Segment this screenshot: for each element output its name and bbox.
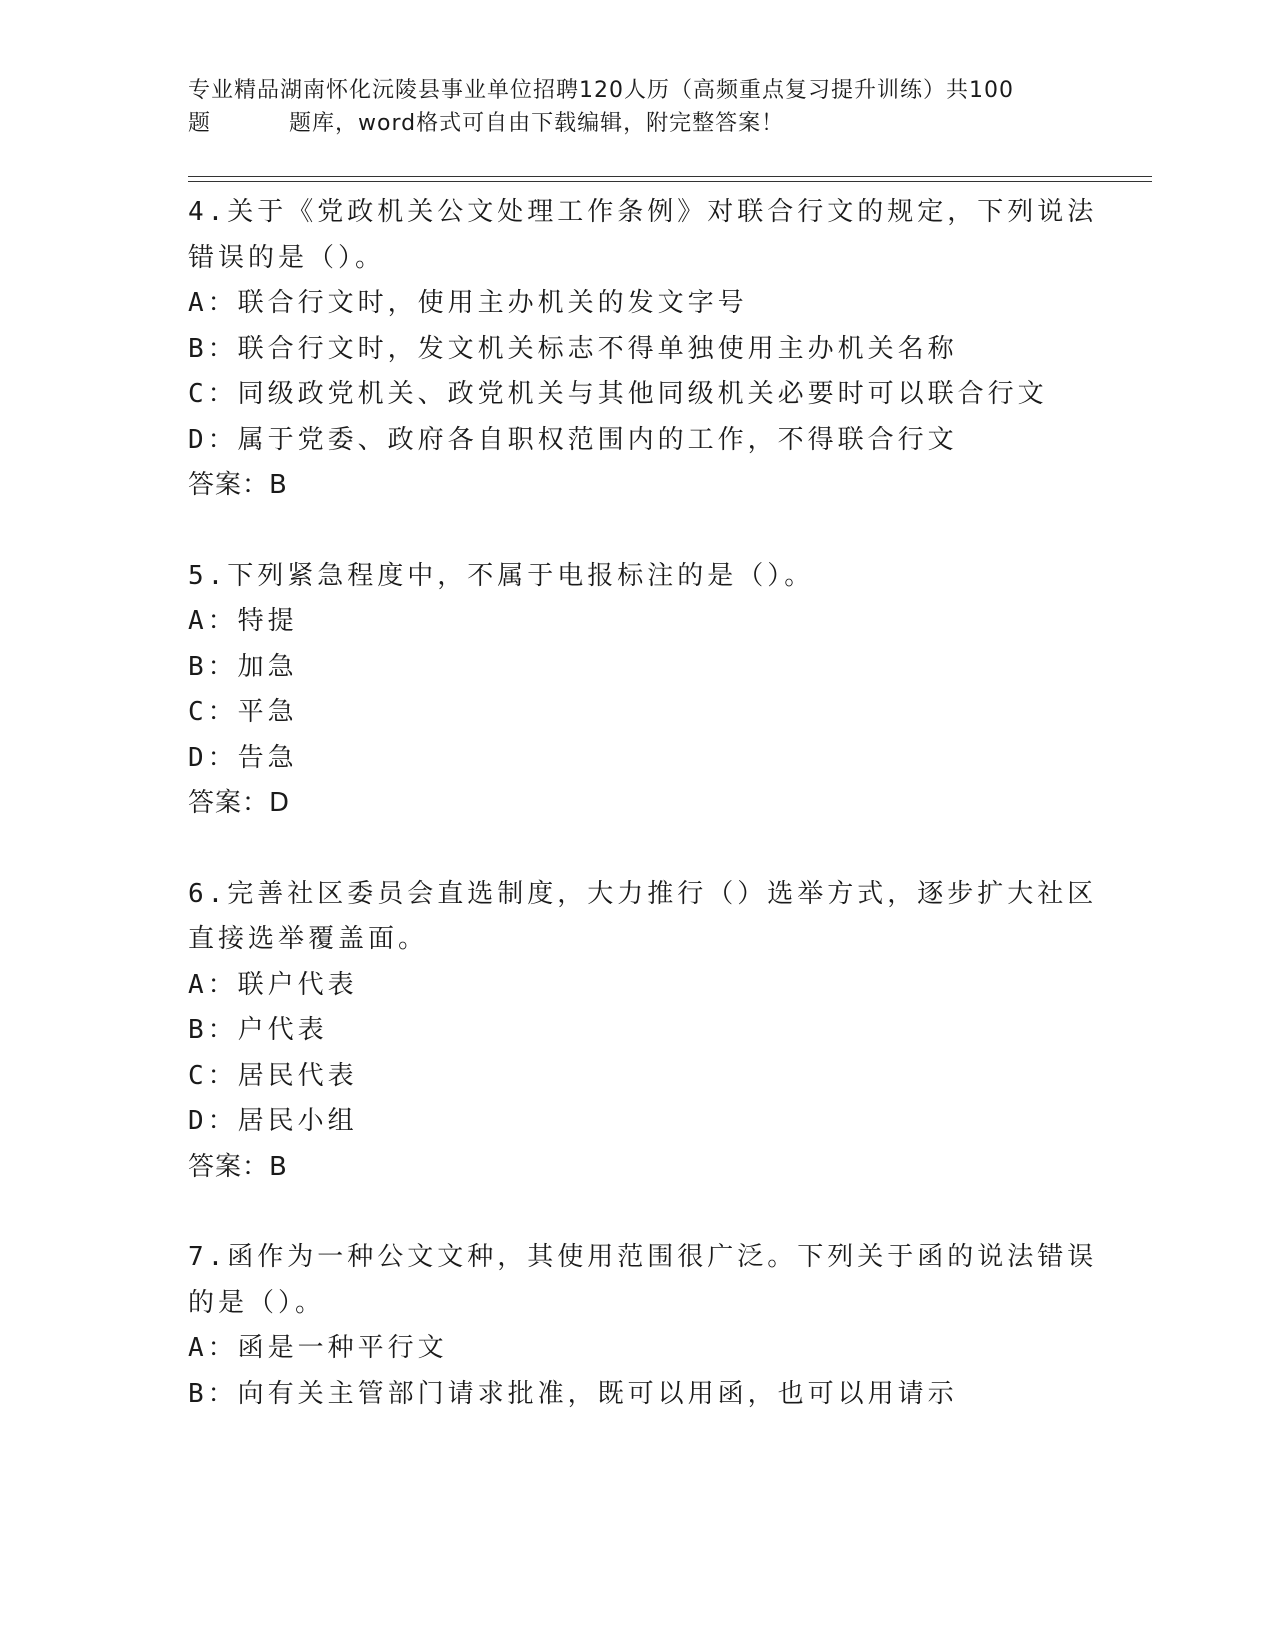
- question-6: [188, 872, 1098, 1191]
- question-stem: 直接选举覆盖面。: [188, 924, 429, 954]
- option-b: B：向有关主管部门请求批准，既可以用函，也可以用请示: [188, 1378, 958, 1409]
- answer: 答案：D: [188, 788, 291, 818]
- header-title-wrap: 题: [188, 111, 212, 136]
- option-a: A：特提: [188, 606, 298, 636]
- option-a: A：联户代表: [188, 969, 358, 1000]
- header-gap: [211, 107, 289, 140]
- question-stem: 错误的是（）。: [188, 242, 386, 273]
- option-c: C：同级政党机关、政党机关与其他同级机关必要时可以联合行文: [188, 379, 1048, 409]
- question-list: [188, 190, 1098, 1462]
- question-stem: 4.关于《党政机关公文处理工作条例》对联合行文的规定，下列说法: [188, 197, 1098, 227]
- header-subtitle-text: 题库，word格式可自由下载编辑，附完整答案！: [289, 111, 785, 136]
- option-c: C：居民代表: [188, 1060, 358, 1091]
- question-7: [188, 1235, 1098, 1417]
- header-line-2: [188, 107, 1068, 140]
- option-a: A：函是一种平行文: [188, 1333, 448, 1363]
- header-title-text: 专业精品湖南怀化沅陵县事业单位招聘120人历（高频重点复习提升训练）共100: [188, 78, 1014, 103]
- answer: 答案：B: [188, 470, 288, 500]
- option-b: B：户代表: [188, 1015, 328, 1045]
- question-stem: 5.下列紧急程度中，不属于电报标注的是（）。: [188, 560, 815, 591]
- question-4: [188, 190, 1098, 509]
- option-d: D：告急: [188, 742, 298, 773]
- option-d: D：属于党委、政府各自职权范围内的工作，不得联合行文: [188, 424, 958, 455]
- question-stem: 6.完善社区委员会直选制度，大力推行（）选举方式，逐步扩大社区: [188, 878, 1098, 909]
- question-stem: 的是（）。: [188, 1287, 326, 1318]
- question-5: [188, 554, 1088, 827]
- option-a: A：联合行文时，使用主办机关的发文字号: [188, 288, 748, 318]
- document-header: [188, 74, 1068, 140]
- option-b: B：加急: [188, 651, 298, 682]
- header-line-1: [188, 74, 1068, 107]
- answer: 答案：B: [188, 1151, 288, 1182]
- option-b: B：联合行文时，发文机关标志不得单独使用主办机关名称: [188, 333, 958, 364]
- question-stem: 7.函作为一种公文文种，其使用范围很广泛。下列关于函的说法错误: [188, 1242, 1098, 1272]
- header-divider-bottom: [188, 181, 1152, 182]
- header-divider-top: [188, 176, 1152, 177]
- option-c: C：平急: [188, 697, 298, 727]
- option-d: D：居民小组: [188, 1106, 358, 1136]
